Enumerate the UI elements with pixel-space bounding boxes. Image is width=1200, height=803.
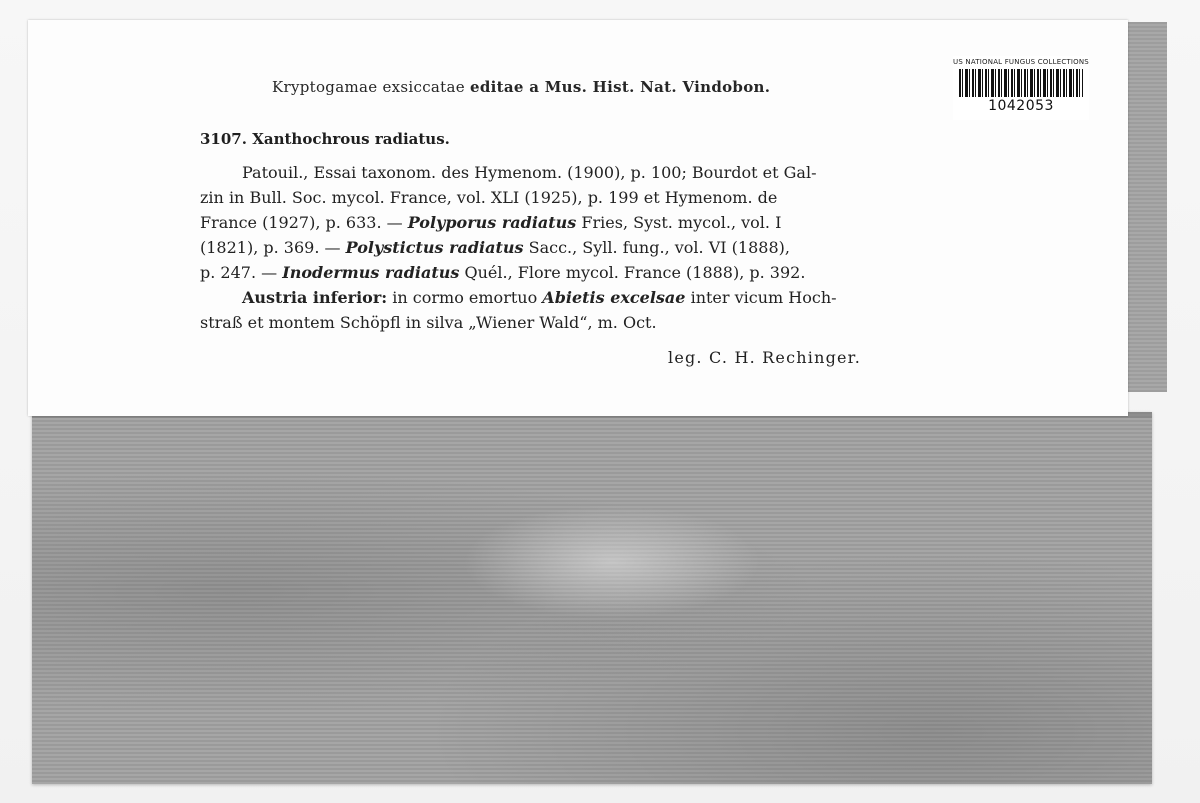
synonym-name: Polyporus radiatus [407, 213, 577, 232]
synonym-name: Inodermus radiatus [282, 263, 460, 282]
citation-text: Patouil., Essai taxonom. des Hymenom. (1900), p. 100; Bourdot et Gal- [242, 163, 817, 182]
citation-line-3 [200, 210, 960, 235]
species-heading [200, 130, 450, 148]
host-name: Abietis excelsae [542, 288, 686, 307]
locality-text: inter vicum Hoch- [685, 288, 837, 307]
barcode-block [953, 56, 1089, 120]
barcode-number: 1042053 [988, 98, 1054, 114]
citation-text: Sacc., Syll. fung., vol. VI (1888), [523, 238, 790, 257]
label-header [272, 78, 872, 96]
citation-line-1 [200, 160, 960, 185]
citation-text: (1821), p. 369. — [200, 238, 346, 257]
species-number: 3107. [200, 130, 247, 148]
locality-text: straß et montem Schöpfl in silva „Wiener Wald“, m. Oct. [200, 313, 657, 332]
locality-line-2 [200, 310, 960, 335]
citation-line-2 [200, 185, 960, 210]
citation-text: France (1927), p. 633. — [200, 213, 408, 232]
header-bold: editae a Mus. Hist. Nat. Vindobon. [469, 78, 771, 96]
label-body [200, 160, 960, 335]
citation-text: Fries, Syst. mycol., vol. I [576, 213, 782, 232]
specimen-packet [32, 412, 1152, 784]
locality-line-1 [200, 285, 960, 310]
locality-text: in cormo emortuo [387, 288, 543, 307]
citation-text: p. 247. — [200, 263, 283, 282]
citation-line-5 [200, 260, 960, 285]
citation-line-4 [200, 235, 960, 260]
header-prefix: Kryptogamae exsiccatae [272, 78, 465, 96]
collector-name: leg. C. H. Rechinger. [668, 348, 862, 367]
citation-text: zin in Bull. Soc. mycol. France, vol. XLI (1925), p. 199 et Hymenom. de [200, 188, 778, 207]
synonym-name: Polystictus radiatus [345, 238, 524, 257]
region-name: Austria inferior: [242, 288, 388, 307]
barcode-title: US NATIONAL FUNGUS COLLECTIONS [953, 58, 1089, 66]
species-name: Xanthochrous radiatus. [252, 130, 450, 148]
citation-text: Quél., Flore mycol. France (1888), p. 392. [459, 263, 806, 282]
barcode-icon [959, 69, 1083, 97]
